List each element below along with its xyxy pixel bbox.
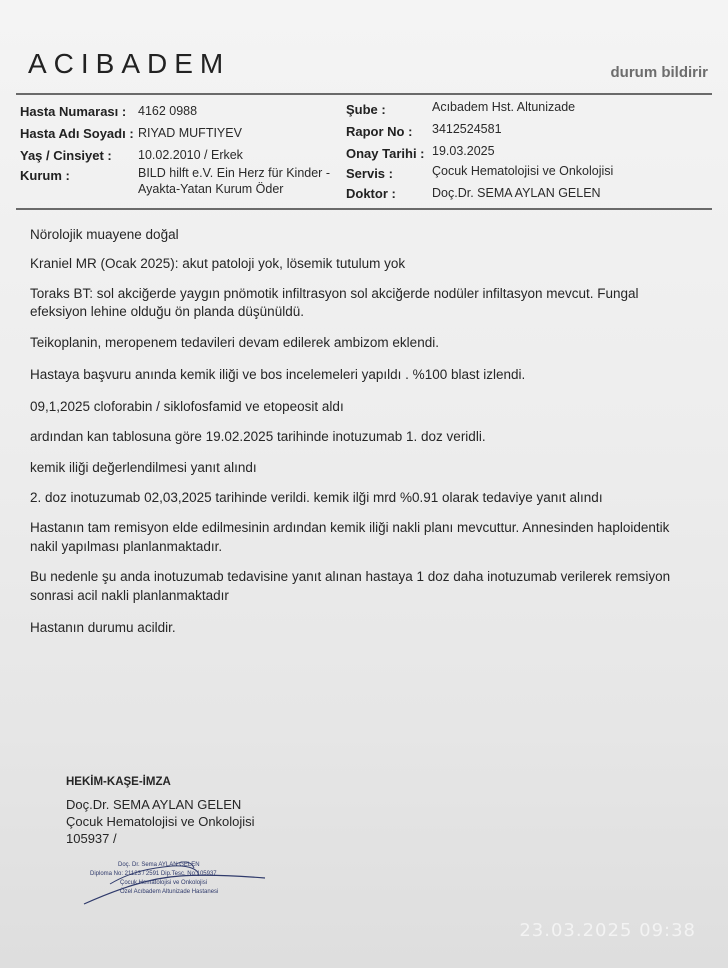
approval-date-value: 19.03.2025 bbox=[432, 144, 495, 158]
age-gender-value: 10.02.2010 / Erkek bbox=[138, 148, 243, 162]
report-line: sonrasi acil nakli planlanmaktadır bbox=[30, 588, 229, 603]
report-line: efeksiyon lehine olduğu ön planda düşünüldü. bbox=[30, 304, 304, 319]
report-no-label: Rapor No : bbox=[346, 124, 413, 139]
branch-label: Şube : bbox=[346, 102, 386, 117]
stamp-line: Özel Acıbadem Altunizade Hastanesi bbox=[120, 889, 219, 895]
report-line: Hastanın durumu acildir. bbox=[30, 620, 176, 635]
stamp-line: Diploma No: 21123 / 2591 Dip.Tesc. No:105937 bbox=[90, 871, 217, 877]
stamp-line: Doç. Dr. Sema AYLAN GELEN bbox=[118, 862, 200, 868]
photo-timestamp: 23.03.2025 09:38 bbox=[519, 920, 696, 941]
patient-name-label: Hasta Adı Soyadı : bbox=[20, 126, 134, 141]
approval-date-label: Onay Tarihi : bbox=[346, 146, 425, 161]
report-line: Hastaya başvuru anında kemik iliği ve bos incelemeleri yapıldı . %100 blast izlendi. bbox=[30, 367, 526, 382]
report-no-value: 3412524581 bbox=[432, 122, 502, 136]
doctor-stamp bbox=[80, 858, 270, 910]
patient-name-value: RIYAD MUFTIYEV bbox=[138, 126, 242, 140]
patient-no-label: Hasta Numarası : bbox=[20, 104, 127, 119]
age-gender-label: Yaş / Cinsiyet : bbox=[20, 148, 112, 163]
hospital-logo: ACIBADEM bbox=[28, 48, 231, 79]
signature-name: Doç.Dr. SEMA AYLAN GELEN bbox=[66, 797, 242, 812]
institution-value-line1: BILD hilft e.V. Ein Herz für Kinder - bbox=[138, 166, 330, 180]
report-line: Teikoplanin, meropenem tedavileri devam edilerek ambizom eklendi. bbox=[30, 335, 439, 350]
report-line: 2. doz inotuzumab 02,03,2025 tarihinde verildi. kemik ilği mrd %0.91 olarak tedaviye yanıt alındı bbox=[30, 490, 603, 505]
doctor-value: Doç.Dr. SEMA AYLAN GELEN bbox=[432, 186, 601, 200]
signature-heading: HEKİM-KAŞE-İMZA bbox=[66, 776, 171, 788]
report-line: Kraniel MR (Ocak 2025): akut patoloji yok, lösemik tutulum yok bbox=[30, 256, 406, 271]
doctor-label: Doktor : bbox=[346, 186, 396, 201]
service-value: Çocuk Hematolojisi ve Onkolojisi bbox=[432, 164, 614, 178]
document-type: durum bildirir bbox=[610, 64, 708, 81]
report-line: ardından kan tablosuna göre 19.02.2025 tarihinde inotuzumab 1. doz veridli. bbox=[30, 429, 486, 444]
header-bottom-divider bbox=[16, 208, 712, 210]
branch-value: Acıbadem Hst. Altunizade bbox=[432, 100, 576, 114]
report-line: nakil yapılması planlanmaktadır. bbox=[30, 539, 223, 554]
report-line: 09,1,2025 cloforabin / siklofosfamid ve etopeosit aldı bbox=[30, 399, 344, 414]
signature-department: Çocuk Hematolojisi ve Onkolojisi bbox=[66, 814, 255, 829]
report-line: Nörolojik muayene doğal bbox=[30, 227, 179, 242]
institution-label: Kurum : bbox=[20, 168, 70, 183]
stamp-line: Çocuk Hematolojisi ve Onkolojisi bbox=[120, 880, 208, 886]
report-line: Hastanın tam remisyon elde edilmesinin ardından kemik iliği nakli planı mevcuttur. Annesinden haploidentik bbox=[30, 520, 670, 535]
header-divider bbox=[16, 93, 712, 95]
signature-code: 105937 / bbox=[66, 831, 117, 846]
report-line: Bu nedenle şu anda inotuzumab tedavisine yanıt alınan hastaya 1 doz daha inotuzumab verilerek remsiyon bbox=[30, 569, 671, 584]
report-line: kemik iliği değerlendilmesi yanıt alındı bbox=[30, 460, 257, 475]
handwritten-signature bbox=[80, 858, 270, 910]
report-line: Toraks BT: sol akciğerde yaygın pnömotik infiltrasyon sol akciğerde nodüler infiltasyon mevcut. Fungal bbox=[30, 286, 639, 301]
service-label: Servis : bbox=[346, 166, 393, 181]
patient-no-value: 4162 0988 bbox=[138, 104, 198, 118]
institution-value-line2: Ayakta-Yatan Kurum Öder bbox=[138, 182, 284, 196]
